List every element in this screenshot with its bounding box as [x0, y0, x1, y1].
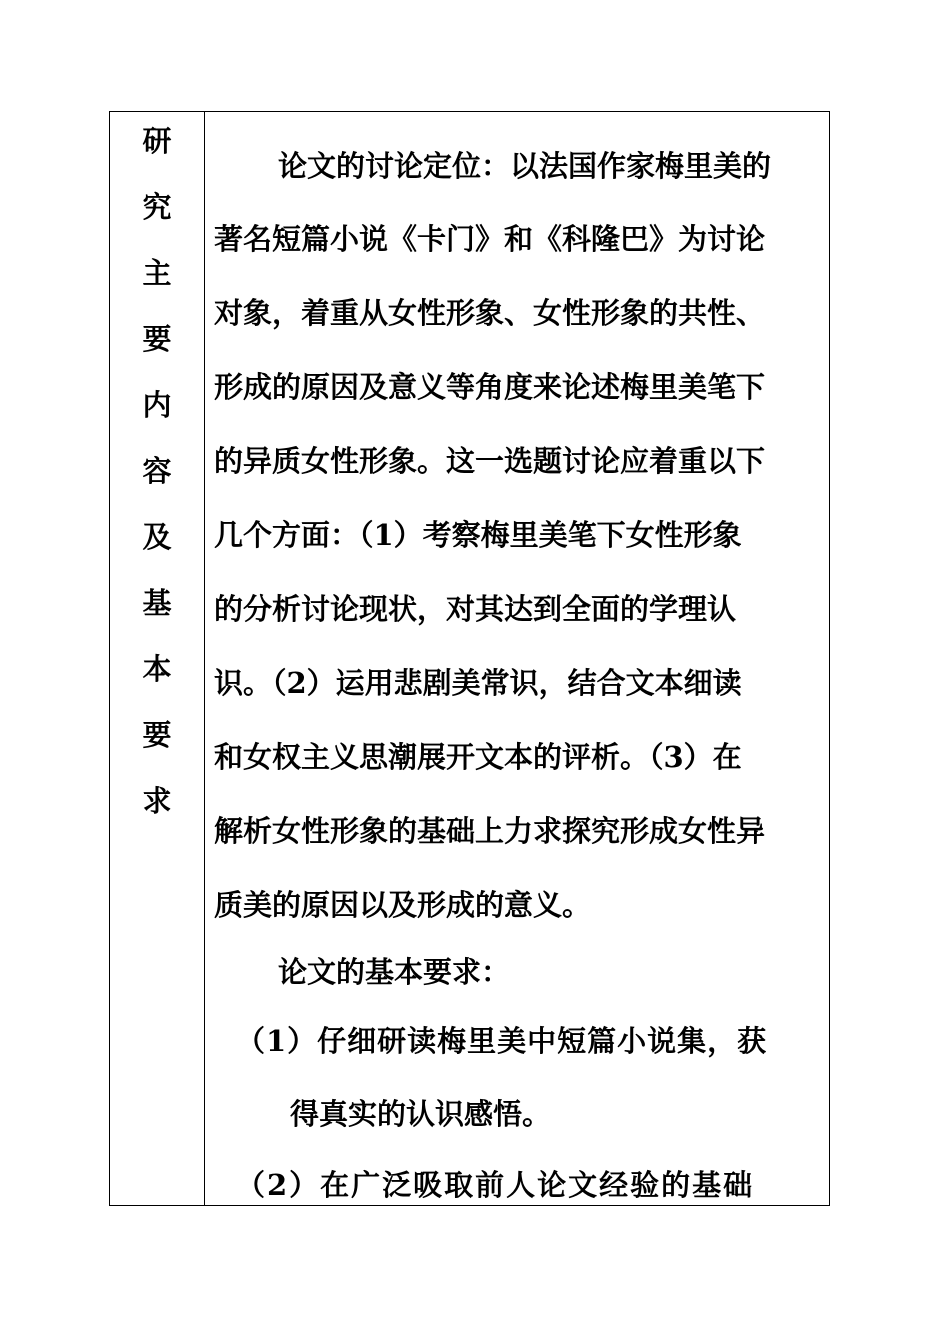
- row-label-char: 研: [142, 124, 172, 158]
- paragraph-line: 质美的原因以及形成的意义。: [214, 888, 592, 922]
- paragraph-line: 和女权主义思潮展开文本的评析。（3）在: [214, 740, 742, 774]
- row-label-char: 及: [142, 520, 172, 554]
- paragraph-line: 对象，着重从女性形象、女性形象的共性、: [214, 296, 766, 330]
- row-label-char: 内: [142, 388, 172, 422]
- row-label-char: 主: [142, 256, 172, 290]
- paragraph-line: 著名短篇小说《卡门》和《科隆巴》为讨论: [214, 222, 766, 256]
- row-label-char: 要: [142, 322, 172, 356]
- row-label-char: 要: [142, 718, 172, 752]
- paragraph-line: 的分析讨论现状，对其达到全面的学理认: [214, 592, 737, 626]
- paragraph-line: 解析女性形象的基础上力求探究形成女性异: [214, 814, 766, 848]
- paragraph-line: 论文的讨论定位：以法国作家梅里美的: [278, 149, 772, 183]
- paragraph-line: 识。（2）运用悲剧美常识，结合文本细读: [214, 666, 742, 700]
- paragraph-line: 形成的原因及意义等角度来论述梅里美笔下: [214, 370, 766, 404]
- requirement-item-1-continued: 得真实的认识感悟。: [290, 1097, 552, 1131]
- paragraph-line: 的异质女性形象。这一选题讨论应着重以下: [214, 444, 766, 478]
- requirements-heading: 论文的基本要求：: [278, 955, 511, 989]
- paragraph-line: 几个方面：（1）考察梅里美笔下女性形象: [214, 518, 742, 552]
- row-label-char: 容: [142, 454, 172, 488]
- row-label-char: 究: [142, 190, 172, 224]
- content-table: [109, 111, 830, 1206]
- requirement-item-2: （2）在广泛吸取前人论文经验的基础: [236, 1168, 755, 1202]
- column-divider: [204, 112, 205, 1205]
- row-label-char: 求: [142, 784, 172, 818]
- row-label-char: 本: [142, 652, 172, 686]
- row-label-char: 基: [142, 586, 172, 620]
- requirement-item-1: （1）仔细研读梅里美中短篇小说集，获: [236, 1024, 768, 1058]
